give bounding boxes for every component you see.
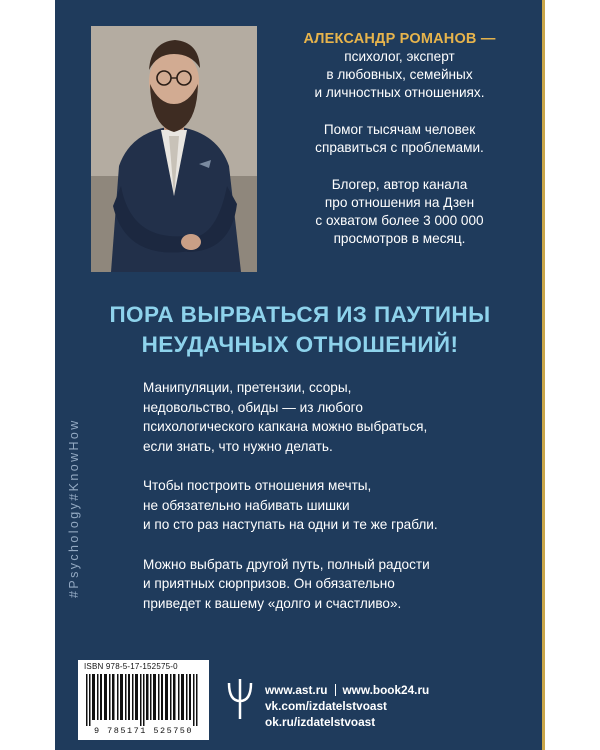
links-row-1 (265, 682, 429, 698)
link-separator (335, 684, 336, 696)
author-name: АЛЕКСАНДР РОМАНОВ — (303, 31, 496, 47)
barcode-bars (86, 674, 201, 726)
author-bio-2: Помог тысячам человек справиться с проблемами. (315, 122, 484, 155)
blurb-paragraph-3: Можно выбрать другой путь, полный радости и приятных сюрпризов. Он обязательно приведет к вашему «долго и счастливо». (143, 556, 430, 611)
link-ok[interactable]: ok.ru/izdatelstvoast (265, 715, 376, 729)
barcode (78, 660, 209, 740)
publisher-links (265, 682, 429, 730)
author-photo (91, 26, 257, 272)
hashtags-vertical: #Psychology#KnowHow (67, 418, 81, 598)
barcode-number: 9 785171 525750 (93, 726, 193, 736)
author-intro (262, 30, 537, 102)
author-bio-3: Блогер, автор канала про отношения на Дзен с охватом более 3 000 000 просмотров в месяц. (315, 177, 484, 246)
blurb (143, 378, 463, 633)
blurb-paragraph-2: Чтобы построить отношения мечты, не обязательно набивать шишки и по сто раз наступать на одни и те же грабли. (143, 478, 438, 532)
link-ast[interactable]: www.ast.ru (265, 683, 328, 697)
link-vk[interactable]: vk.com/izdatelstvoast (265, 699, 387, 713)
headline: ПОРА ВЫРВАТЬСЯ ИЗ ПАУТИНЫ НЕУДАЧНЫХ ОТНОШЕНИЙ! (109, 302, 491, 357)
blurb-paragraph-1: Манипуляции, претензии, ссоры, недовольство, обиды — из любого психологического капкана можно выбраться, если знать, что нужно делать. (143, 380, 428, 454)
links-row-3 (265, 714, 429, 730)
spine-edge (542, 0, 545, 750)
author-bio (262, 30, 537, 267)
link-book24[interactable]: www.book24.ru (342, 683, 430, 697)
book-back-cover (55, 0, 545, 750)
author-bio-1: психолог, эксперт в любовных, семейных и личностных отношениях. (314, 49, 485, 100)
publisher-logo-icon (225, 677, 255, 721)
isbn-text: ISBN 978-5-17-152575-0 (84, 662, 178, 671)
links-row-2 (265, 698, 429, 714)
